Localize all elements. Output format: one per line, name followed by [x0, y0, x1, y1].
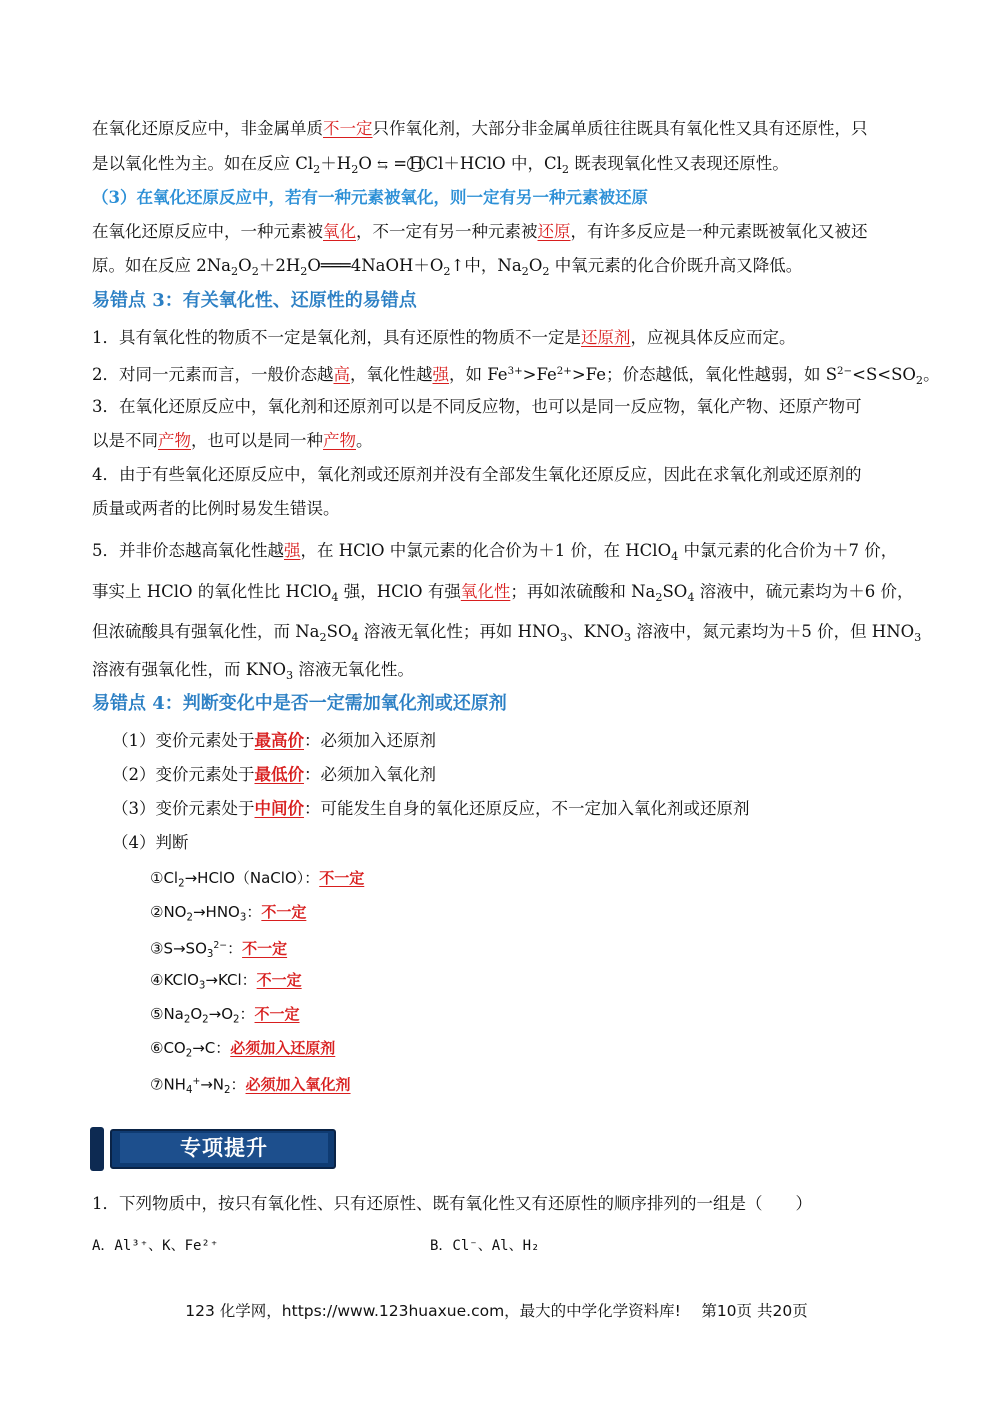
list-item: 事实上 HClO 的氧化性比 HClO$_4$ 强，HClO 有强氧化性；再如浓硫酸和 $Na_2SO_4$ 溶液中，硫元素均为＋6 价，: [92, 582, 914, 604]
section-banner: [90, 1127, 268, 1171]
list-item: 2．对同一元素而言，一般价态越高，氧化性越强，如 $Fe^{3+}>Fe^{2+}>Fe$；价态越低，氧化性越弱，如 $S^{2-}<S<SO_2$。: [92, 365, 940, 388]
paragraph-line: [92, 119, 868, 139]
judge-item: $⑤Na_2O_2\to O_2$：不一定: [150, 1005, 300, 1026]
judgement-line: （4）判断: [112, 833, 189, 852]
list-item: 但浓硫酸具有强氧化性，而 $Na_2SO_4$ 溶液无氧化性；再如 $HNO_3$、$KNO_3$ 溶液中，氮元素均为＋5 价，但 $HNO_3$: [92, 622, 922, 644]
list-item: 5．并非价态越高氧化性越强，在 HClO 中氯元素的化合价为＋1 价，在 HClO$_4$ 中氯元素的化合价为＋7 价，: [92, 541, 898, 563]
judge-item: $③S\to SO_3^{2-}$：不一定: [150, 939, 288, 961]
text: ，有许多反应是一种元素既被氧化又被还: [570, 222, 868, 241]
option-a[interactable]: A．Al³⁺、K、Fe²⁺: [92, 1238, 219, 1254]
text: 在氧化还原反应中，一种元素被: [92, 222, 323, 241]
circled-atom: H: [409, 154, 424, 173]
list-item: 以是不同产物，也可以是同一种产物。: [92, 431, 373, 450]
highlight-answer: 氧化: [323, 222, 356, 241]
text: O: [358, 154, 378, 173]
judge-item: $①Cl_2\to HClO(NaClO)$：不一定: [150, 869, 365, 890]
judgement-line: （3）变价元素处于中间价：可能发生自身的氧化还原反应，不一定加入氧化剂或还原剂: [112, 799, 750, 818]
text: Cl＋HClO 中，Cl: [425, 154, 562, 173]
judgement-line: （2）变价元素处于最低价：必须加入氧化剂: [112, 765, 436, 784]
text: 既表现氧化性又表现还原性。: [569, 154, 789, 173]
paragraph-line: 原。如在反应 $2Na_2O_2+2H_2O═══4NaOH+O_2↑$中，$Na_2O_2$ 中氧元素的化合价既升高又降低。: [92, 256, 803, 278]
list-item: 3．在氧化还原反应中，氧化剂和还原剂可以是不同反应物，也可以是同一反应物，氧化产物、还原产物可: [92, 397, 862, 416]
banner-title: 专项提升: [120, 1133, 328, 1163]
judge-item: $⑦NH_4^+\to N_2$：必须加入氧化剂: [150, 1075, 351, 1097]
page-footer: 123 化学网，https://www.123huaxue.com，最大的中学化学资料库! 第10页 共20页: [185, 1302, 808, 1320]
list-item: 质量或两者的比例时易发生错误。: [92, 499, 340, 518]
list-item: 溶液有强氧化性，而 $KNO_3$ 溶液无氧化性。: [92, 660, 414, 682]
highlight-answer: 不一定: [323, 119, 373, 138]
text: ，不一定有另一种元素被: [356, 222, 538, 241]
paragraph-line: [92, 222, 868, 242]
paragraph-line: 是以氧化性为主。如在反应 $Cl_2+H_2O$ ⇆ = H Cl＋HClO 中，$Cl_2$ 既表现氧化性又表现还原性。: [92, 154, 789, 176]
judge-item: $⑥CO_2\to C$：必须加入还原剂: [150, 1039, 336, 1060]
list-item: 4．由于有些氧化还原反应中，氧化剂或还原剂并没有全部发生氧化还原反应，因此在求氧化剂或还原剂的: [92, 465, 862, 484]
error-point-heading: 易错点 3：有关氧化性、还原性的易错点: [92, 290, 417, 311]
judgement-line: （1）变价元素处于最高价：必须加入还原剂: [112, 731, 436, 750]
section-heading: （3）在氧化还原反应中，若有一种元素被氧化，则一定有另一种元素被还原: [92, 188, 648, 207]
text: ＋H: [320, 154, 352, 173]
error-point-heading: 易错点 4：判断变化中是否一定需加氧化剂或还原剂: [92, 693, 507, 714]
judge-item: $②NO_2\to HNO_3$：不一定: [150, 903, 307, 924]
banner-bar: [90, 1127, 104, 1171]
judge-item: ④KClO$_3$→KCl：不一定: [150, 971, 302, 992]
reaction-arrow-icon: ⇆: [377, 158, 389, 173]
highlight-answer: 还原剂: [581, 328, 631, 347]
text: 是以氧化性为主。如在反应 Cl: [92, 154, 314, 173]
option-b[interactable]: B．Cl⁻、Al、H₂: [430, 1238, 540, 1254]
highlight-answer: 还原: [537, 222, 571, 241]
text: 在氧化还原反应中，非金属单质: [92, 119, 323, 138]
text: 只作氧化剂，大部分非金属单质往往既具有氧化性又具有还原性，只: [372, 119, 868, 138]
list-item: 1．具有氧化性的物质不一定是氧化剂，具有还原性的物质不一定是还原剂，应视具体反应而定。: [92, 328, 796, 347]
text: =: [388, 154, 408, 173]
question-text: 1．下列物质中，按只有氧化性、只有还原性、既有氧化性又有还原性的顺序排列的一组是（ ）: [92, 1194, 812, 1213]
